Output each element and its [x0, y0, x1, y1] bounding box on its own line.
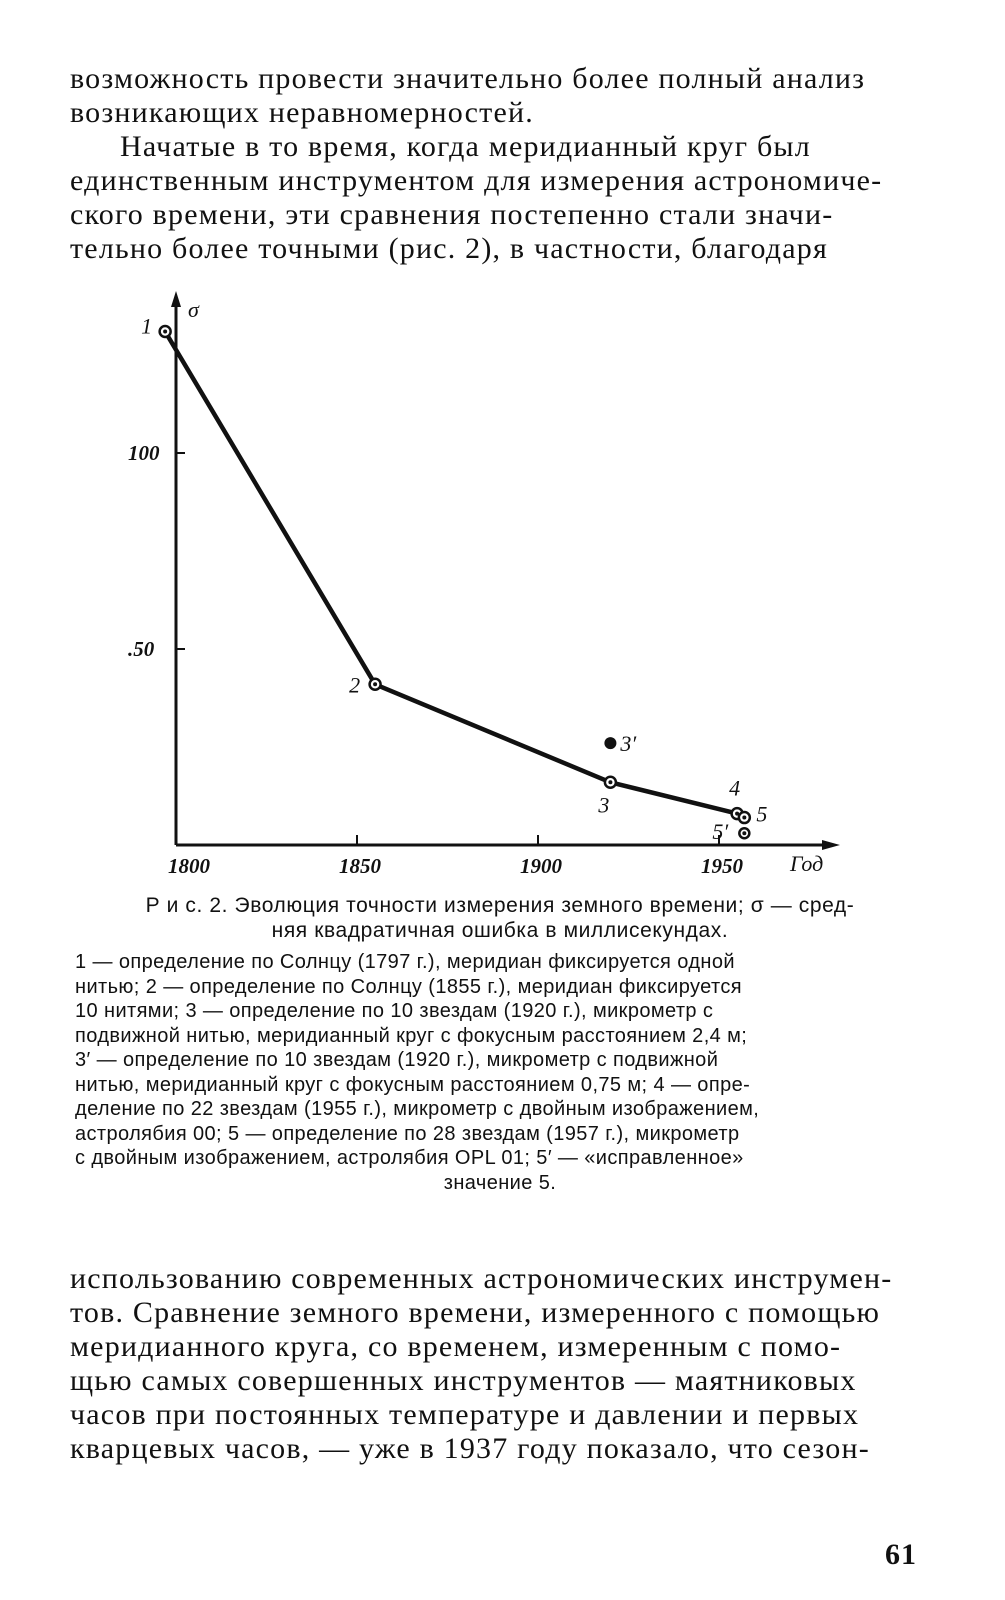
- y-axis-arrow: [171, 291, 181, 307]
- legend-line: 10 нитями; 3 — определение по 10 звездам (1920 г.), микрометр с: [75, 1000, 714, 1022]
- data-point-center: [742, 816, 746, 820]
- separate-point-label: 5′: [712, 819, 729, 845]
- text-line: тельно более точными (рис. 2), в частности, благодаря: [70, 232, 828, 265]
- separate-point: [604, 737, 616, 749]
- text-line: меридианного круга, со временем, измеренным с помо-: [70, 1330, 842, 1363]
- text-line: щью самых совершенных инструментов — маятниковых: [70, 1364, 857, 1397]
- page-number: 61: [885, 1538, 917, 1571]
- series-line: [165, 332, 744, 818]
- legend-line: нитью; 2 — определение по Солнцу (1855 г.), меридиан фиксируется: [75, 975, 742, 998]
- text-line: возникающих неравномерностей.: [70, 96, 534, 129]
- figure-legend: [75, 950, 925, 1195]
- text-line: единственным инструментом для измерения астрономиче-: [70, 164, 883, 197]
- paragraph-bottom: [70, 1262, 920, 1466]
- x-tick-label: 1800: [168, 854, 210, 878]
- text-line: ского времени, эти сравнения постепенно стали значи-: [70, 198, 834, 231]
- separate-point-center: [742, 831, 746, 835]
- legend-line: 1 — определение по Солнцу (1797 г.), меридиан фиксируется одной: [75, 951, 735, 973]
- x-tick-label: 1900: [520, 854, 562, 878]
- legend-line: нитью, меридианный круг с фокусным расстоянием 0,75 м; 4 — опре-: [75, 1073, 751, 1096]
- legend-line: подвижной нитью, меридианный круг с фокусным расстоянием 2,4 м;: [75, 1024, 748, 1047]
- caption-line: няя квадратичная ошибка в миллисекундах.: [271, 919, 729, 942]
- data-point-center: [608, 780, 612, 784]
- legend-line: с двойным изображением, астролябия OPL 01; 5′ — «исправленное»: [75, 1147, 744, 1169]
- chart-points: [160, 326, 750, 838]
- paragraph-top-2: [70, 130, 920, 266]
- x-tick-label: 1950: [701, 854, 743, 878]
- chart-ticks: [128, 441, 744, 878]
- data-point-label: 2: [349, 672, 361, 698]
- legend-line: 3′ — определение по 10 звездам (1920 г.), микрометр с подвижной: [75, 1049, 719, 1071]
- y-axis-label: σ: [188, 297, 199, 322]
- figure-caption: [75, 893, 925, 943]
- x-tick-label: 1850: [339, 854, 381, 878]
- text-line: кварцевых часов, — уже в 1937 году показало, что сезон-: [70, 1432, 870, 1465]
- y-tick-label: .50: [128, 637, 155, 661]
- chart-labels: [141, 297, 823, 876]
- data-point-label: 3: [598, 792, 610, 818]
- text-line: часов при постоянных температуре и давлении и первых: [70, 1398, 860, 1431]
- x-axis-label: Год: [790, 851, 824, 876]
- text-line: возможность провести значительно более полный анализ: [70, 62, 866, 95]
- data-point-label: 4: [729, 775, 741, 801]
- text-line: Начатые в то время, когда меридианный круг был: [120, 130, 811, 163]
- data-point-label: 5: [756, 801, 768, 827]
- paragraph-top: [70, 62, 920, 130]
- legend-line: значение 5.: [443, 1171, 557, 1194]
- x-axis-arrow: [822, 840, 840, 850]
- caption-line: Р и с. 2. Эволюция точности измерения земного времени; σ — сред-: [145, 894, 855, 917]
- chart-axes: [171, 291, 840, 850]
- chart-series: [165, 332, 744, 818]
- data-point-label: 1: [141, 313, 153, 339]
- y-tick-label: 100: [128, 441, 160, 465]
- data-point-center: [373, 682, 377, 686]
- separate-point-label: 3′: [620, 731, 637, 757]
- text-line: использованию современных астрономических инструмен-: [70, 1262, 893, 1295]
- legend-line: астролябия 00; 5 — определение по 28 звездам (1957 г.), микрометр: [75, 1122, 740, 1145]
- legend-line: деление по 22 звездам (1955 г.), микрометр с двойным изображением,: [75, 1098, 760, 1120]
- data-point-center: [163, 329, 167, 333]
- accuracy-chart: [110, 285, 870, 885]
- text-line: тов. Сравнение земного времени, измеренного с помощью: [70, 1296, 881, 1329]
